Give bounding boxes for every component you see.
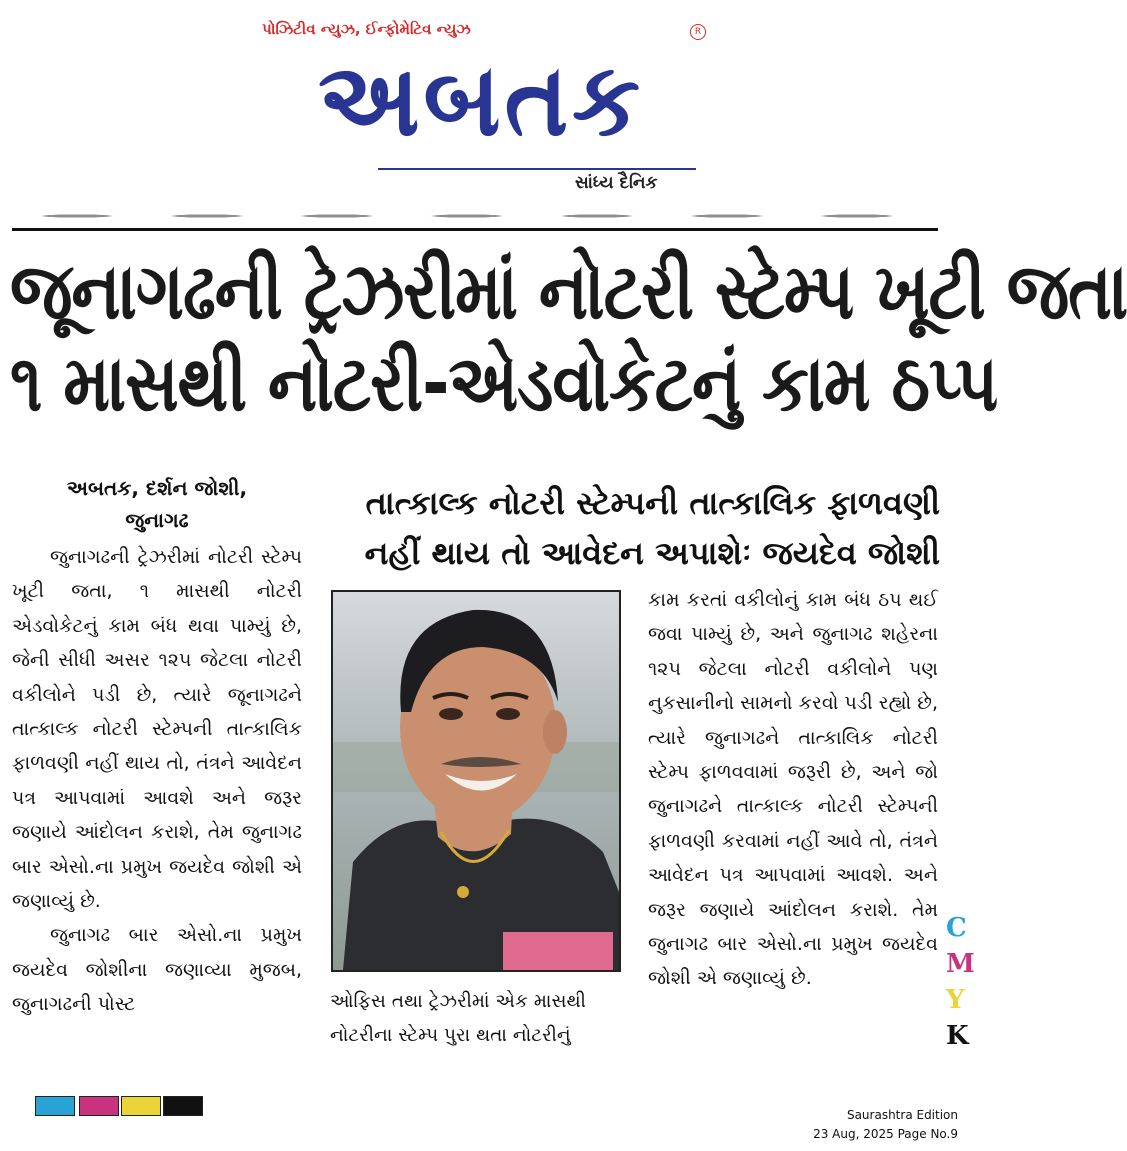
header-divider [12,228,938,231]
portrait-illustration [333,592,619,970]
article-column-3 [648,583,938,996]
headline-line-1: જૂનાગઢની ટ્રેઝરીમાં નોટરી સ્ટેમ્પ ખૂટી જતા [10,245,1127,337]
color-swatch [121,1096,161,1116]
article-column-1 [12,540,302,1022]
article-paragraph: જુનાગઢ બાર એસો.ના પ્રમુખ જયદેવ જોશીના જણાવ્યા મુજબ, જુનાગઢની પોસ્ટ [12,924,302,1016]
edition-info [813,1106,958,1144]
sub-headline-line-1: તાત્કાલ્ક નોટરી સ્ટેમ્પની તાત્કાલિક ફાળવણી [365,484,940,522]
portrait-photo [331,590,621,972]
registered-mark-icon: R [690,24,706,40]
color-swatch [79,1096,119,1116]
edition-date-page: 23 Aug, 2025 Page No.9 [813,1127,958,1141]
byline-place: જુનાગઢ [125,508,189,532]
edition-name: Saurashtra Edition [846,1108,958,1122]
masthead-subtitle: સાંધ્ય દૈનિક [575,173,658,193]
registration-letter-c: C [946,913,967,943]
byline-author: અબતક, દર્શન જોશી, [66,476,248,500]
color-swatch [163,1096,203,1116]
registration-letter-m: M [946,949,975,979]
logo-underline [378,168,696,170]
masthead-tagline: પોઝિટીવ ન્યુઝ, ઈન્ફોમેટિવ ન્યુઝ [262,20,471,38]
registration-letter-k: K [946,1021,969,1051]
sub-headline-line-2: નહીં થાય તો આવેદન અપાશેઃ જયદેવ જોશી [364,534,940,572]
article-paragraph: કામ કરતાં વકીલોનું કામ બંધ ઠપ થઈ જવા પામ્યું છે, અને જુનાગઢ શહેરના ૧૨૫ જેટલા નોટરી વકીલોને પણ નુકસાનીનો સામનો કરવો પડી રહ્યો છે, ત્યારે જુનાગઢને તાત્કાલિક નોટરી સ્ટેમ્પ ફાળવવામાં જરૂરી છે, અને જો જુનાગઢને તાત્કાલ્ક નોટરી સ્ટેમ્પની ફાળવણી કરવામાં નહીં આવે તો, તંત્રને આવેદન પત્ર આપવામાં આવશે. અને જરૂર જણાયે આંદોલન કરાશે. તેમ જુનાગઢ બાર એસો.ના પ્રમુખ જયદેવ જોશી એ જણાવ્યું છે. [648,589,938,990]
headline-line-2: ૧ માસથી નોટરી-એડવોકેટનું કામ ઠપ્પ [10,337,998,429]
color-swatch [35,1096,75,1116]
byline [12,472,302,536]
masthead-logo[interactable]: અબતક [318,41,644,159]
article-paragraph: જુનાગઢની ટ્રેઝરીમાં નોટરી સ્ટેમ્પ ખૂટી જતા, ૧ માસથી નોટરી એડવોકેટનું કામ બંધ થવા પામ્યું છે, જેની સીધી અસર ૧૨૫ જેટલા નોટરી વકીલોને પડી છે, ત્યારે જૂનાગઢને તાત્કાલ્ક નોટરી સ્ટેમ્પની તાત્કાલિક ફાળવણી નહીં થાય તો, તંત્રને આવેદન પત્ર આપવામાં આવશે અને જરૂર જણાયે આંદોલન કરાશે, તેમ જુનાગઢ બાર એસો.ના પ્રમુખ જયદેવ જોશી એ જણાવ્યું છે. [12,546,302,913]
photo-caption: ઓફિસ તથા ટ્રેઝરીમાં એક માસથી નોટરીના સ્ટેમ્પ પુરા થતા નોટરીનું [330,991,586,1046]
headline [10,245,1127,430]
registration-letter-y: Y [946,985,965,1015]
cut-off-text-strip [12,213,938,219]
sub-headline [330,478,940,578]
